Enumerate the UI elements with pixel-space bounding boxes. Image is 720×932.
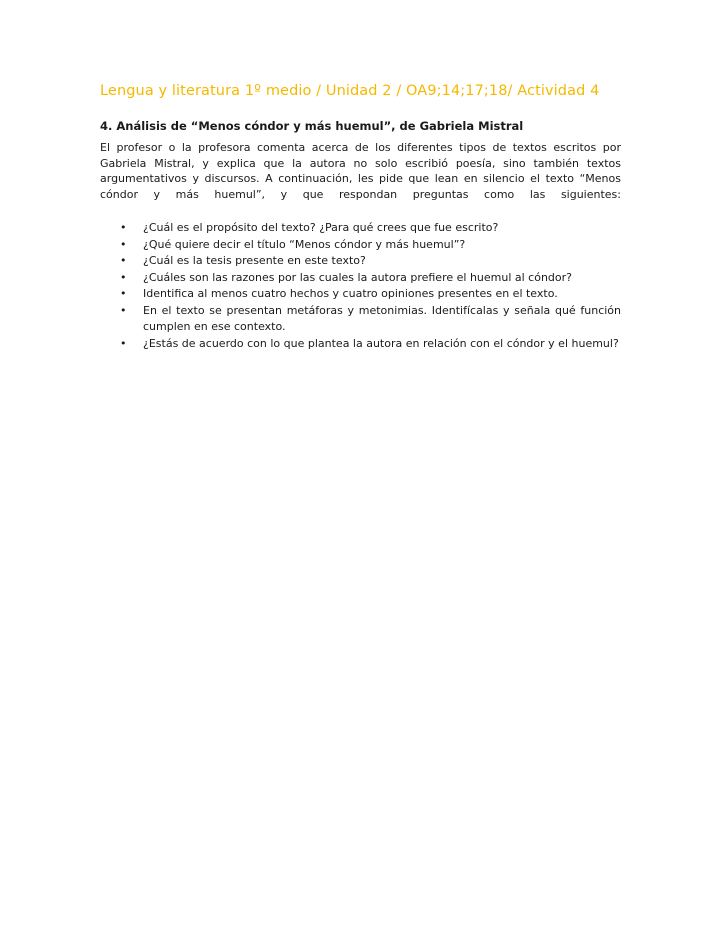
activity-intro-paragraph: El profesor o la profesora comenta acerca de los diferentes tipos de textos escritos por Gabriela Mistral, y explica que la autora no solo escribió poesía, sino también textos argumentativos y discursos. A continuación, les pide que lean en silencio el texto “Menos cóndor y más huemul”, y que respondan preguntas como las siguientes: — [100, 141, 621, 201]
question-text: ¿Cuál es la tesis presente en este texto? — [143, 254, 366, 267]
bullet-icon: • — [120, 336, 127, 350]
question-text: Identifica al menos cuatro hechos y cuatro opiniones presentes en el texto. — [143, 287, 558, 300]
question-text: ¿Estás de acuerdo con lo que plantea la autora en relación con el cóndor y el huemul? — [143, 336, 619, 350]
list-item — [100, 303, 621, 336]
question-text: ¿Cuáles son las razones por las cuales la autora prefiere el huemul al cóndor? — [143, 270, 573, 284]
question-text: ¿Cuál es el propósito del texto? ¿Para qué crees que fue escrito? — [143, 221, 499, 234]
bullet-icon: • — [120, 254, 127, 267]
document-page — [100, 80, 621, 352]
question-text: ¿Qué quiere decir el título “Menos cóndor y más huemul”? — [143, 237, 466, 251]
list-item — [100, 336, 621, 353]
list-item — [100, 220, 621, 237]
list-item — [100, 237, 621, 254]
bullet-icon: • — [120, 270, 127, 284]
bullet-icon: • — [120, 303, 127, 317]
activity-title: 4. Análisis de “Menos cóndor y más huemul”, de Gabriela Mistral — [100, 119, 524, 133]
question-list — [100, 220, 621, 352]
bullet-icon: • — [120, 221, 127, 234]
list-item — [100, 253, 621, 270]
bullet-icon: • — [120, 287, 127, 300]
list-item — [100, 286, 621, 303]
course-header: Lengua y literatura 1º medio / Unidad 2 / OA9;14;17;18/ Actividad 4 — [100, 83, 600, 99]
list-item — [100, 270, 621, 287]
question-text: En el texto se presentan metáforas y metonimias. Identifícalas y señala qué función cumplen en ese contexto. — [143, 303, 621, 333]
bullet-icon: • — [120, 237, 127, 251]
